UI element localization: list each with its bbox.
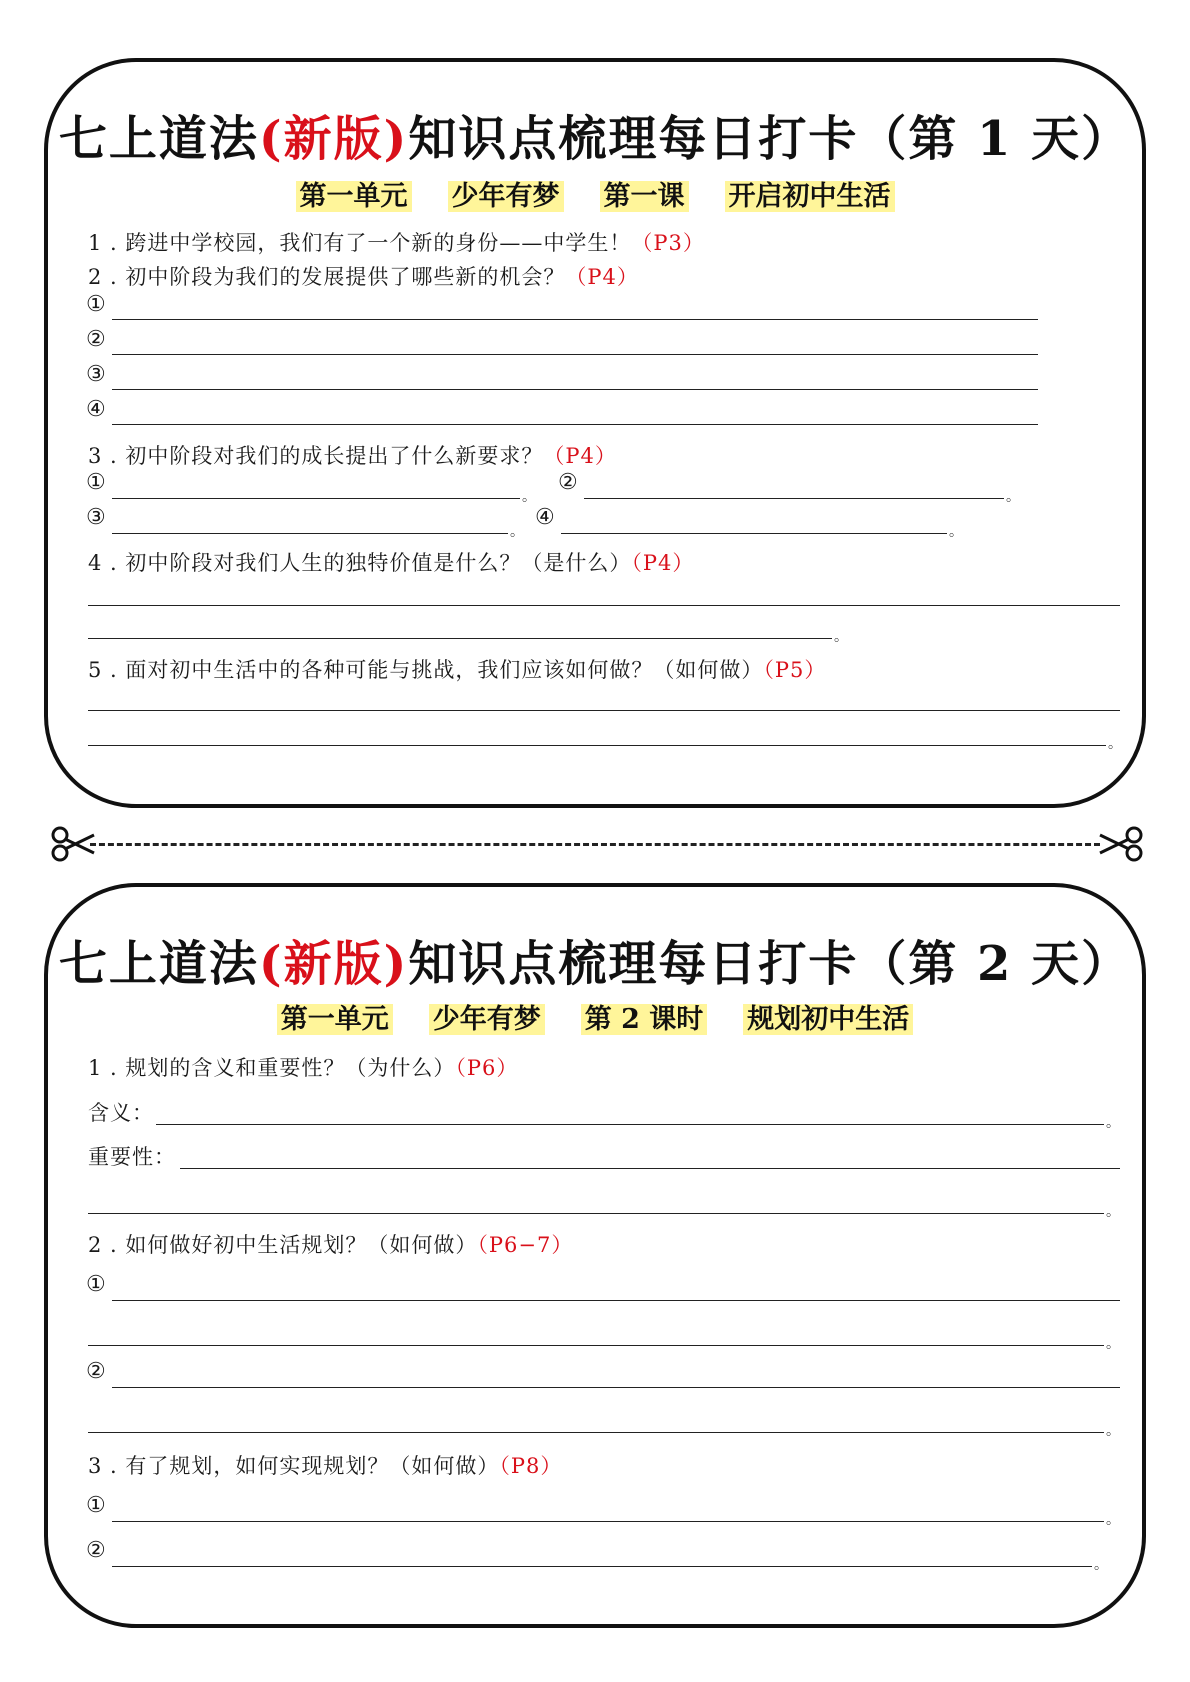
day-2-title	[48, 925, 1142, 994]
answer-line[interactable]	[112, 1300, 1120, 1301]
answer-line[interactable]	[112, 1521, 1104, 1522]
question-4: 4 . 初中阶段对我们人生的独特价值是什么？（是什么）（P4）	[88, 551, 695, 575]
circled-mark: ②	[558, 470, 578, 495]
answer-line[interactable]	[88, 745, 1106, 746]
title-suffix: 知识点梳理每日打卡（第 2 天）	[408, 936, 1132, 992]
unit-name: 少年有梦	[448, 181, 564, 212]
question-3: 3 . 初中阶段对我们的成长提出了什么新要求？（P4）	[88, 444, 617, 468]
title-prefix: 七上道法	[58, 111, 259, 167]
circled-mark: ②	[86, 1359, 106, 1384]
answer-line[interactable]	[112, 533, 508, 534]
answer-line[interactable]	[88, 1345, 1104, 1346]
question-2: 2 . 如何做好初中生活规划？（如何做）（P6−7）	[88, 1233, 574, 1257]
page-ref: （P4）	[565, 265, 639, 289]
answer-line[interactable]	[112, 319, 1038, 320]
title-prefix: 七上道法	[58, 936, 259, 992]
title-suffix: 知识点梳理每日打卡（第 1 天）	[408, 111, 1132, 167]
day-2-subtitle	[48, 997, 1142, 1036]
answer-line[interactable]	[88, 638, 832, 639]
question-1: 1 . 跨进中学校园，我们有了一个新的身份——中学生！（P3）	[88, 231, 705, 255]
question-1: 1 . 规划的含义和重要性？（为什么）（P6）	[88, 1056, 519, 1080]
circled-mark: ③	[86, 362, 106, 387]
circled-mark: ②	[86, 327, 106, 352]
answer-line[interactable]	[112, 389, 1038, 390]
question-3: 3 . 有了规划，如何实现规划？（如何做）（P8）	[88, 1454, 563, 1478]
circled-mark: ①	[86, 1272, 106, 1297]
unit-label: 第一单元	[277, 1004, 393, 1035]
answer-line[interactable]	[112, 354, 1038, 355]
scissors-icon	[1096, 824, 1144, 864]
day-2-card: 七上道法(新版)知识点梳理每日打卡（第 2 天） 第一单元 少年有梦 第 2 课时 规划初中生活 1 . 规划的含义和重要性？（为什么）（P6） 含义： 。 重要性： 。 2 . 如何做好初中生活规划？（如何做）（P6−7） ① 。 ② 。 3 . 有了规划，如何实现规划？（如何做）（P8） ① 。 ② 。	[44, 883, 1146, 1628]
cut-line	[90, 843, 1100, 846]
day-1-card: 七上道法(新版)知识点梳理每日打卡（第 1 天） 第一单元 少年有梦 第一课 开启初中生活 1 . 跨进中学校园，我们有了一个新的身份——中学生！（P3） 2 . 初中阶段为我们的发展提供了哪些新的机会？（P4） ① ② ③ ④ 3 . 初中阶段对我们的成长提出了什么新要求？（P4） ① 。 ② 。 ③ 。 ④ 。 4 . 初中阶段对我们人生的独特价值是什么？（是什么）（P4） 。 5 . 面对初中生活中的各种可能与挑战，我们应该如何做？（如何做）（P5） 。	[44, 58, 1146, 808]
lesson-label: 第 2 课时	[581, 1004, 708, 1035]
circled-mark: ④	[86, 397, 106, 422]
question-5: 5 . 面对初中生活中的各种可能与挑战，我们应该如何做？（如何做）（P5）	[88, 658, 827, 682]
title-edition: (新版)	[258, 111, 409, 167]
circled-mark: ④	[535, 505, 555, 530]
title-edition: (新版)	[258, 936, 409, 992]
lesson-name: 开启初中生活	[725, 181, 895, 212]
answer-line[interactable]	[88, 605, 1120, 606]
meaning-label: 含义：	[88, 1101, 154, 1125]
page-ref: （P8）	[499, 1454, 563, 1478]
circled-mark: ③	[86, 505, 106, 530]
page-ref: （P4）	[631, 551, 695, 575]
page-ref: （P5）	[763, 658, 827, 682]
unit-name: 少年有梦	[429, 1004, 545, 1035]
answer-line[interactable]	[88, 1213, 1104, 1214]
answer-line[interactable]	[112, 498, 520, 499]
answer-line[interactable]	[112, 1387, 1120, 1388]
circled-mark: ①	[86, 1493, 106, 1518]
page-ref: （P6）	[455, 1056, 519, 1080]
lesson-label: 第一课	[600, 181, 689, 212]
answer-line[interactable]	[561, 533, 947, 534]
circled-mark: ①	[86, 470, 106, 495]
page-ref: （P3）	[631, 231, 705, 255]
unit-label: 第一单元	[296, 181, 412, 212]
answer-line[interactable]	[180, 1168, 1120, 1169]
answer-line[interactable]	[112, 1566, 1092, 1567]
circled-mark: ②	[86, 1538, 106, 1563]
answer-line[interactable]	[584, 498, 1004, 499]
day-1-subtitle	[48, 174, 1142, 213]
circled-mark: ①	[86, 292, 106, 317]
answer-line[interactable]	[112, 424, 1038, 425]
answer-line[interactable]	[156, 1124, 1104, 1125]
importance-label: 重要性：	[88, 1145, 176, 1169]
answer-line[interactable]	[88, 1432, 1104, 1433]
question-2: 2 . 初中阶段为我们的发展提供了哪些新的机会？（P4）	[88, 265, 639, 289]
page-ref: （P6−7）	[477, 1233, 574, 1257]
day-1-title	[48, 100, 1142, 169]
lesson-name: 规划初中生活	[743, 1004, 913, 1035]
page-ref: （P4）	[543, 444, 617, 468]
answer-line[interactable]	[88, 710, 1120, 711]
